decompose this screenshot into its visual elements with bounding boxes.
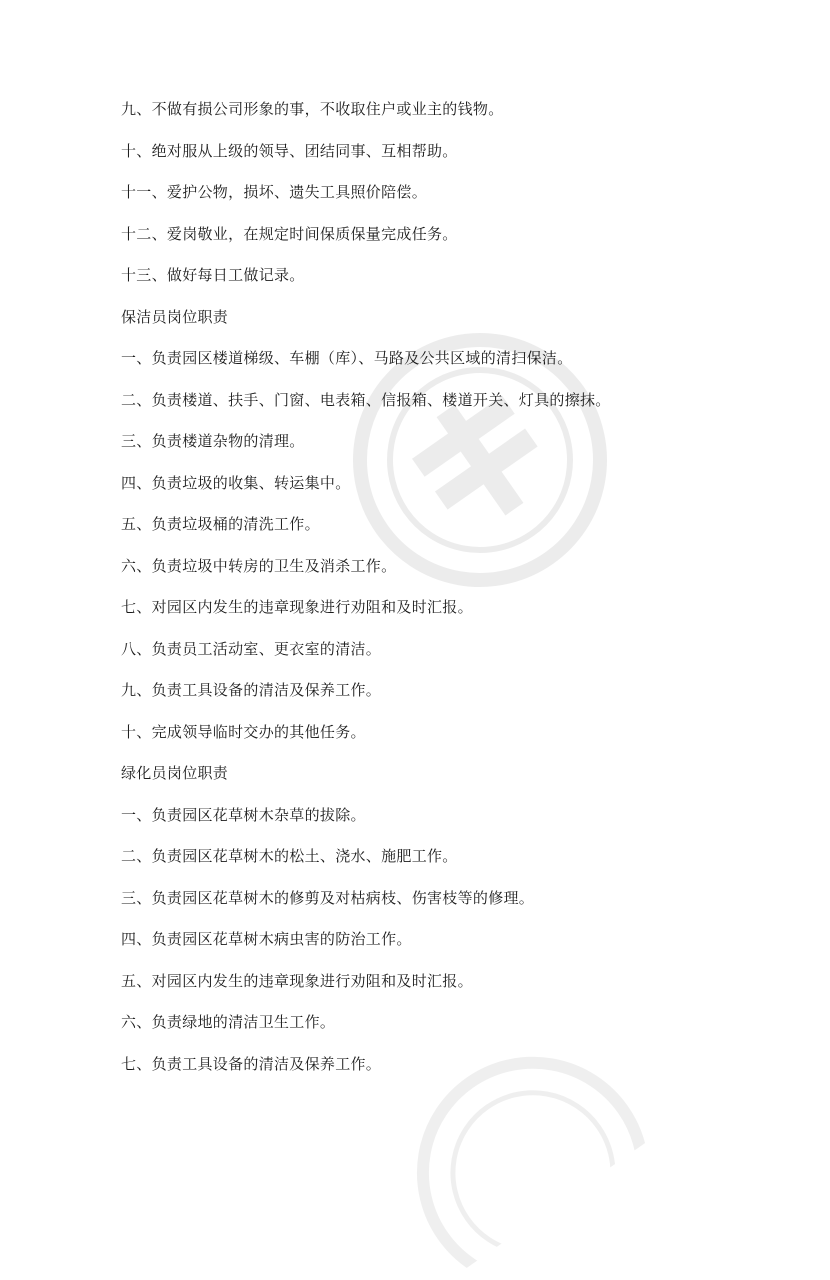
cleaner-duty-9: 九、负责工具设备的清洁及保养工作。 bbox=[121, 681, 382, 699]
greening-duty-5: 五、对园区内发生的违章现象进行劝阻和及时汇报。 bbox=[121, 972, 473, 990]
watermark-logo-bottom bbox=[358, 1000, 663, 1280]
cleaner-duty-8: 八、负责员工活动室、更衣室的清洁。 bbox=[121, 640, 382, 658]
section-title-greening: 绿化员岗位职责 bbox=[121, 764, 229, 782]
greening-duty-4: 四、负责园区花草树木病虫害的防治工作。 bbox=[121, 930, 412, 948]
greening-duty-3: 三、负责园区花草树木的修剪及对枯病枝、伤害枝等的修理。 bbox=[121, 889, 535, 907]
rule-line-10: 十、绝对服从上级的领导、团结同事、互相帮助。 bbox=[121, 142, 458, 160]
greening-duty-6: 六、负责绿地的清洁卫生工作。 bbox=[121, 1013, 336, 1031]
greening-duty-2: 二、负责园区花草树木的松土、浇水、施肥工作。 bbox=[121, 847, 458, 865]
cleaner-duty-5: 五、负责垃圾桶的清洗工作。 bbox=[121, 515, 320, 533]
cleaner-duty-2: 二、负责楼道、扶手、门窗、电表箱、信报箱、楼道开关、灯具的擦抹。 bbox=[121, 391, 611, 409]
cleaner-duty-1: 一、负责园区楼道梯级、车棚（库）、马路及公共区域的清扫保洁。 bbox=[121, 349, 573, 367]
rule-line-12: 十二、爱岗敬业，在规定时间保质保量完成任务。 bbox=[121, 225, 458, 243]
cleaner-duty-3: 三、负责楼道杂物的清理。 bbox=[121, 432, 305, 450]
cleaner-duty-4: 四、负责垃圾的收集、转运集中。 bbox=[121, 474, 351, 492]
greening-duty-7: 七、负责工具设备的清洁及保养工作。 bbox=[121, 1055, 382, 1073]
rule-line-11: 十一、爱护公物，损坏、遗失工具照价陪偿。 bbox=[121, 183, 428, 201]
cleaner-duty-10: 十、完成领导临时交办的其他任务。 bbox=[121, 723, 366, 741]
cleaner-duty-6: 六、负责垃圾中转房的卫生及消杀工作。 bbox=[121, 557, 397, 575]
greening-duty-1: 一、负责园区花草树木杂草的拔除。 bbox=[121, 806, 366, 824]
rule-line-9: 九、不做有损公司形象的事，不收取住户或业主的钱物。 bbox=[121, 100, 504, 118]
rule-line-13: 十三、做好每日工做记录。 bbox=[121, 266, 305, 284]
cleaner-duty-7: 七、对园区内发生的违章现象进行劝阻和及时汇报。 bbox=[121, 598, 473, 616]
section-title-cleaner: 保洁员岗位职责 bbox=[121, 308, 229, 326]
